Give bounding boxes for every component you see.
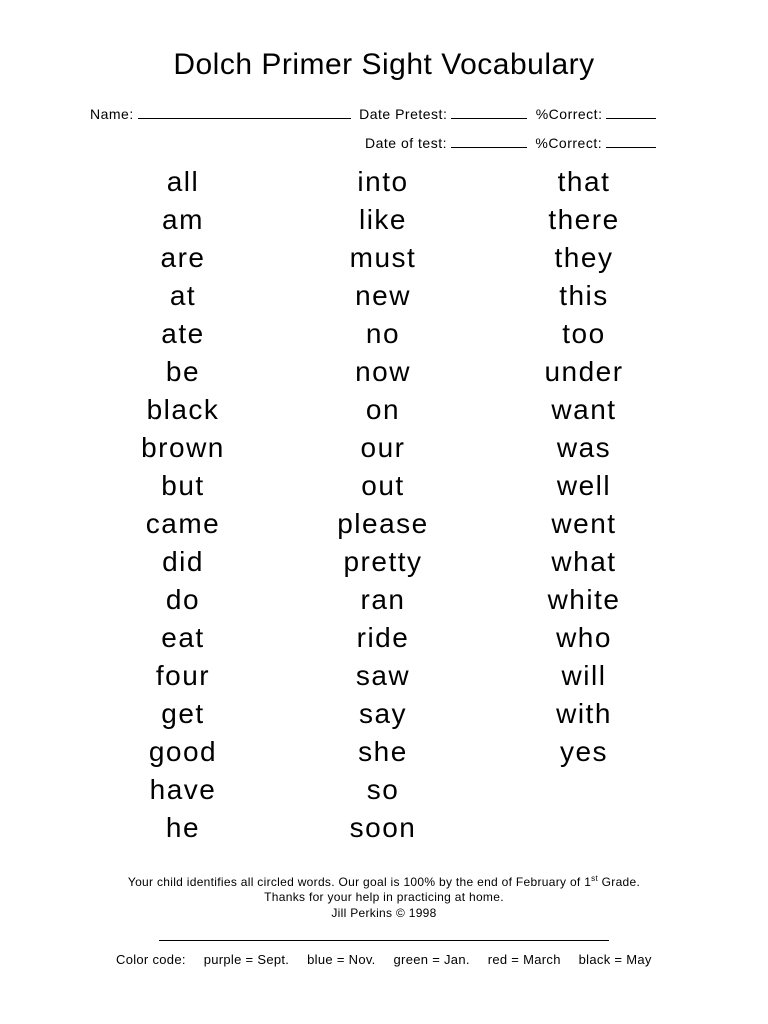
sight-word: so bbox=[366, 774, 400, 805]
sight-word: all bbox=[166, 166, 200, 197]
goal-note-end: Grade. bbox=[598, 875, 641, 889]
date-of-test-field[interactable] bbox=[451, 133, 527, 148]
sight-word: there bbox=[548, 204, 620, 235]
goal-note bbox=[0, 874, 768, 889]
sight-word: new bbox=[355, 280, 411, 311]
form-row-pretest bbox=[90, 104, 656, 122]
sight-word: must bbox=[349, 242, 417, 273]
sight-word: on bbox=[365, 394, 401, 425]
color-code-red: red = March bbox=[487, 952, 561, 967]
sight-word: under bbox=[544, 356, 624, 387]
sight-word: they bbox=[554, 242, 614, 273]
sight-word: black bbox=[146, 394, 220, 425]
date-pretest-field[interactable] bbox=[451, 104, 527, 119]
sight-word: she bbox=[358, 736, 408, 767]
percent-correct-label-2: %Correct: bbox=[535, 135, 603, 151]
name-field[interactable] bbox=[138, 104, 351, 119]
sight-word: soon bbox=[349, 812, 417, 843]
divider-line bbox=[159, 940, 609, 941]
sight-word: did bbox=[162, 546, 204, 577]
sight-word: out bbox=[361, 470, 405, 501]
sight-word: please bbox=[337, 508, 429, 539]
sight-word: that bbox=[557, 166, 611, 197]
sight-word: this bbox=[559, 280, 609, 311]
goal-note-text: Your child identifies all circled words. Our goal is 100% by the end of February of 1 bbox=[127, 875, 592, 889]
sight-word: who bbox=[556, 622, 612, 653]
percent-correct-field-2[interactable] bbox=[606, 133, 656, 148]
sight-word: are bbox=[160, 242, 206, 273]
form-row-test bbox=[365, 133, 656, 151]
sight-word: he bbox=[165, 812, 201, 843]
goal-note-superscript: st bbox=[591, 874, 598, 883]
sight-word: what bbox=[551, 546, 617, 577]
sight-word: brown bbox=[141, 432, 225, 463]
name-label: Name: bbox=[90, 106, 134, 122]
sight-word: want bbox=[551, 394, 617, 425]
sight-word: but bbox=[161, 470, 205, 501]
percent-correct-field-1[interactable] bbox=[606, 104, 656, 119]
color-code-green: green = Jan. bbox=[393, 952, 470, 967]
percent-correct-label-1: %Correct: bbox=[535, 106, 603, 122]
sight-word: like bbox=[358, 204, 407, 235]
date-of-test-label: Date of test: bbox=[365, 135, 447, 151]
sight-word: was bbox=[556, 432, 612, 463]
sight-word: ate bbox=[161, 318, 205, 349]
sight-word: will bbox=[561, 660, 607, 691]
sight-word: white bbox=[547, 584, 621, 615]
sight-word: into bbox=[357, 166, 409, 197]
color-code-black: black = May bbox=[578, 952, 652, 967]
sight-word: now bbox=[355, 356, 411, 387]
sight-word: well bbox=[556, 470, 612, 501]
date-pretest-label: Date Pretest: bbox=[359, 106, 448, 122]
sight-word: with bbox=[556, 698, 612, 729]
sight-word: our bbox=[360, 432, 406, 463]
sight-word: have bbox=[149, 774, 217, 805]
sight-word: at bbox=[169, 280, 197, 311]
sight-word: eat bbox=[161, 622, 205, 653]
sight-word: saw bbox=[355, 660, 411, 691]
sight-word: pretty bbox=[343, 546, 423, 577]
thanks-note: Thanks for your help in practicing at home. bbox=[264, 890, 504, 904]
sight-word: went bbox=[551, 508, 617, 539]
color-code-blue: blue = Nov. bbox=[307, 952, 376, 967]
page-title: Dolch Primer Sight Vocabulary bbox=[173, 48, 595, 81]
sight-word: came bbox=[145, 508, 221, 539]
sight-word: am bbox=[162, 204, 204, 235]
sight-word: get bbox=[161, 698, 205, 729]
sight-word: yes bbox=[559, 736, 609, 767]
word-column-1 bbox=[83, 163, 283, 847]
sight-word: be bbox=[165, 356, 201, 387]
sight-word: too bbox=[562, 318, 606, 349]
sight-word: no bbox=[365, 318, 401, 349]
color-code-legend bbox=[116, 952, 666, 967]
color-code-label: Color code: bbox=[116, 952, 186, 967]
author-credit: Jill Perkins © 1998 bbox=[331, 906, 437, 920]
color-code-purple: purple = Sept. bbox=[203, 952, 290, 967]
word-column-2 bbox=[283, 163, 483, 847]
word-column-3 bbox=[484, 163, 684, 771]
sight-word: say bbox=[358, 698, 408, 729]
sight-word: do bbox=[165, 584, 201, 615]
sight-word: ride bbox=[356, 622, 410, 653]
sight-word: good bbox=[148, 736, 218, 767]
sight-word: four bbox=[155, 660, 211, 691]
sight-word: ran bbox=[360, 584, 406, 615]
